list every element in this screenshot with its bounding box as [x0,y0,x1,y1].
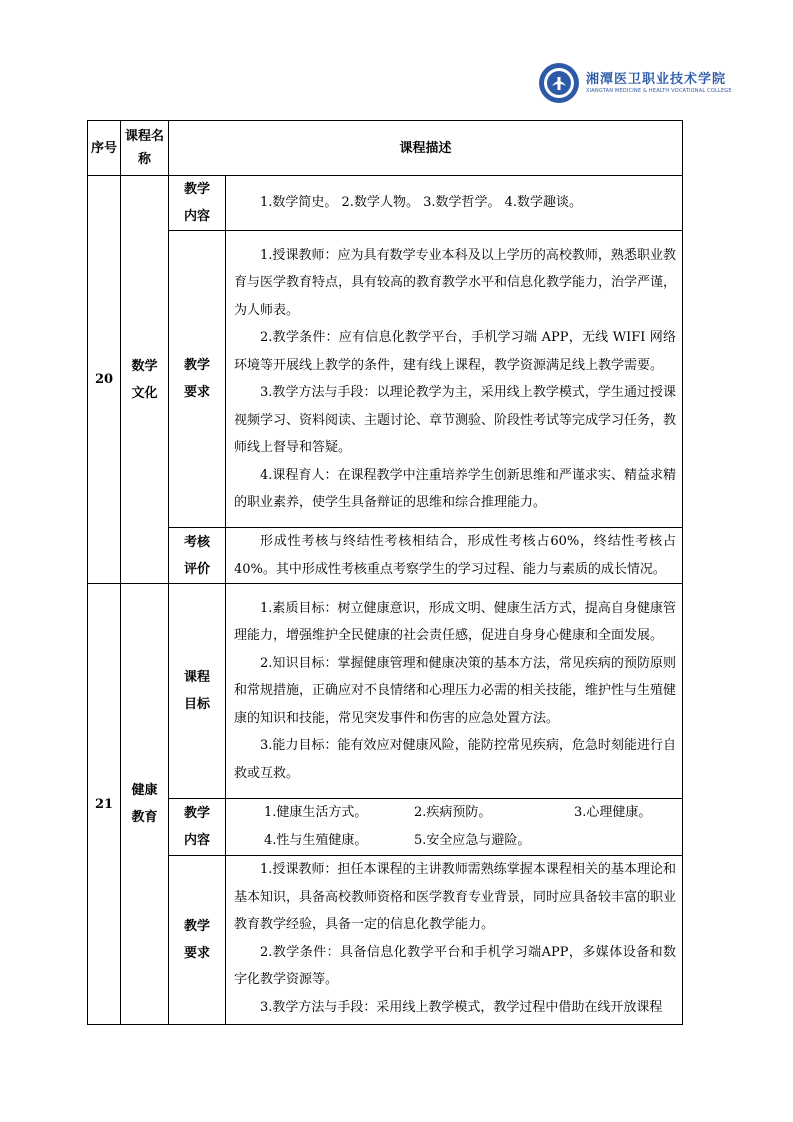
content-item: 4.性与生殖健康。 [264,833,368,848]
requirement-paragraph: 3.教学方法与手段：采用线上教学模式，教学过程中借助在线开放课程 [260,999,663,1015]
table-row [88,799,683,856]
requirement-paragraph: 1.授课教师：担任本课程的主讲教师需熟练掌握本课程相关的基本理论和基本知识，具备高校教师资格和医学教育专业背景，同时应具备较丰富的职业教育教学经验，具备一定的信息化教学能力。 [234,862,677,932]
course-name: 健康教育 [121,584,169,1025]
content-item: 5.安全应急与避险。 [414,833,531,848]
section-text-assessment: 形成性考核与终结性考核相结合，形成性考核占60%，终结性考核占40%。其中形成性考核重点考察学生的学习过程、能力与素质的成长情况。 [226,528,683,584]
college-logo [538,62,732,104]
goal-paragraph: 3.能力目标：能有效应对健康风险，能防控常见疾病，危急时刻能进行自救或互救。 [234,738,677,781]
goal-paragraph: 2.知识目标：掌握健康管理和健康决策的基本方法，常见疾病的预防原则和常规措施，正确应对不良情绪和心理压力必需的相关技能，维护性与生殖健康的知识和技能，常见突发事件和伤害的应急处置方法。 [234,655,677,726]
requirement-paragraph: 2.教学条件：应有信息化教学平台，手机学习端 APP，无线 WIFI 网络环境等开展线上教学的条件，建有线上课程，教学资源满足线上教学需要。 [234,330,677,373]
requirement-paragraph: 1.授课教师：应为具有数学专业本科及以上学历的高校教师，熟悉职业教育与医学教育特点，具有较高的教育教学水平和信息化教学能力，治学严谨，为人师表。 [234,247,677,318]
table-row [88,176,683,231]
requirement-paragraph: 2.教学条件：具备信息化教学平台和手机学习端APP，多媒体设备和数字化教学资源等。 [234,944,677,987]
table-row [88,856,683,1025]
requirement-paragraph: 4.课程育人：在课程教学中注重培养学生创新思维和严谨求实、精益求精的职业素养，使学生具备辩证的思维和综合推理能力。 [234,467,677,510]
section-label-goals: 课程目标 [169,584,226,799]
section-text-requirement [226,856,683,1025]
course-table [87,120,683,1025]
table-row [88,528,683,584]
table-row [88,584,683,799]
table-header-row [88,121,683,176]
course-name: 数学文化 [121,176,169,584]
course-number: 21 [88,584,121,1025]
college-name: 湘潭医卫职业技术学院 [586,72,727,87]
content-item: 3.心理健康。 [574,805,652,820]
requirement-paragraph: 3.教学方法与手段：以理论教学为主，采用线上教学模式，学生通过授课视频学习、资料阅读、主题讨论、章节测验、阶段性考试等完成学习任务，教师线上督导和答疑。 [234,385,677,455]
header-course-name: 课程名称 [121,121,169,176]
content-items-row [234,799,676,827]
college-seal-icon [538,62,580,104]
content-item: 1.健康生活方式。 [264,805,368,820]
college-english-name: XIANGTAN MEDICINE & HEALTH VOCATIONAL COLLEGE [586,88,732,94]
goal-paragraph: 1.素质目标：树立健康意识，形成文明、健康生活方式，提高自身健康管理能力，增强维护全民健康的社会责任感，促进自身身心健康和全面发展。 [234,600,677,644]
section-text-requirement [226,231,683,528]
section-label-requirement: 教学要求 [169,856,226,1025]
content-item: 2.疾病预防。 [414,805,492,820]
content-items-row [234,827,676,855]
section-label-content: 教学内容 [169,176,226,231]
section-label-requirement: 教学要求 [169,231,226,528]
header-course-description: 课程描述 [169,121,683,176]
section-label-assessment: 考核评价 [169,528,226,584]
section-label-content: 教学内容 [169,799,226,856]
header-number: 序号 [88,121,121,176]
table-row [88,231,683,528]
section-text-content [226,799,683,856]
section-text-goals [226,584,683,799]
course-number: 20 [88,176,121,584]
section-text-content: 1.数学简史。 2.数学人物。 3.数学哲学。 4.数学趣谈。 [226,176,683,231]
